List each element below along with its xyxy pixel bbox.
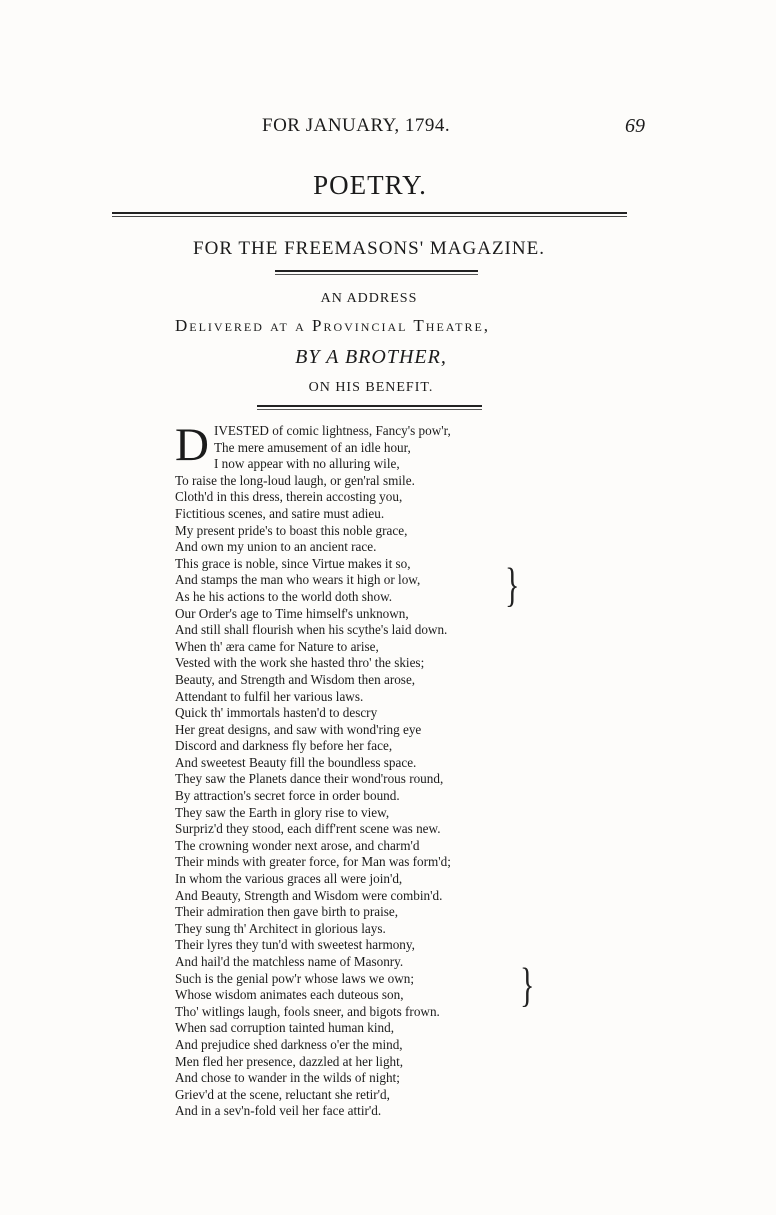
running-head: FOR JANUARY, 1794. bbox=[262, 115, 451, 136]
poem-line: They saw the Planets dance their wond'rous round, bbox=[175, 771, 444, 787]
occasion-line bbox=[0, 380, 776, 396]
page-number: 69 bbox=[625, 115, 645, 137]
poem-line: Whose wisdom animates each duteous son, bbox=[175, 987, 404, 1003]
poem-line: To raise the long-loud laugh, or gen'ral smile. bbox=[175, 472, 415, 488]
poem-line: Their admiration then gave birth to praise, bbox=[175, 904, 399, 920]
poem-line: Her great designs, and saw with wond'ring eye bbox=[175, 721, 422, 737]
poem-line: Tho' witlings laugh, fools sneer, and bigots frown. bbox=[175, 1003, 440, 1019]
poem-line: Attendant to fulfil her various laws. bbox=[175, 688, 364, 704]
poem-line: And chose to wander in the wilds of night; bbox=[175, 1070, 400, 1086]
poem-line: Griev'd at the scene, reluctant she retir'd, bbox=[175, 1086, 390, 1102]
poem-line: Men fled her presence, dazzled at her light, bbox=[175, 1053, 404, 1069]
magazine-heading-text: FOR THE FREEMASONS' MAGAZINE. bbox=[193, 238, 545, 259]
poem-line: Beauty, and Strength and Wisdom then arose, bbox=[175, 671, 416, 687]
poem-line: And prejudice shed darkness o'er the mind, bbox=[175, 1036, 403, 1052]
poem-line: Discord and darkness fly before her face, bbox=[175, 738, 393, 754]
poem-line: As he his actions to the world doth show. bbox=[175, 588, 393, 604]
poem-line: And own my union to an ancient race. bbox=[175, 539, 377, 555]
author-line bbox=[0, 346, 776, 369]
poem-line: And sweetest Beauty fill the boundless space. bbox=[175, 754, 417, 770]
poem-line: And hail'd the matchless name of Masonry. bbox=[175, 954, 404, 969]
poem-line: By attraction's secret force in order bound. bbox=[175, 788, 400, 804]
poem-body bbox=[175, 419, 535, 1120]
poem-line: Vested with the work she hasted thro' the skies; bbox=[175, 655, 425, 671]
magazine-heading bbox=[0, 238, 776, 260]
poem-lines bbox=[175, 456, 535, 1120]
poem-line: And stamps the man who wears it high or low, bbox=[175, 572, 421, 588]
poem-line: Fictitious scenes, and satire must adieu. bbox=[175, 505, 385, 521]
triplet-brace: } bbox=[505, 558, 520, 612]
triplet-brace: } bbox=[520, 958, 535, 1012]
poem-line: Cloth'd in this dress, therein accosting you, bbox=[175, 489, 403, 505]
poem-line: IVESTED of comic lightness, Fancy's pow'r, bbox=[213, 423, 451, 438]
poem-line: Their lyres they tun'd with sweetest harmony, bbox=[175, 937, 415, 953]
short-rule-divider bbox=[275, 270, 478, 275]
poem-divider bbox=[257, 405, 482, 410]
occasion-line-text: ON HIS BENEFIT. bbox=[308, 380, 434, 395]
poem-line: They saw the Earth in glory rise to view, bbox=[175, 804, 390, 820]
poem-line: Their minds with greater force, for Man was form'd; bbox=[175, 854, 451, 870]
poem-line: And in a sev'n-fold veil her face attir'd. bbox=[175, 1103, 382, 1119]
poem-line: In whom the various graces all were join'd, bbox=[175, 871, 403, 887]
poem-line: When sad corruption tainted human kind, bbox=[175, 1020, 395, 1036]
poem-line: When th' æra came for Nature to arise, bbox=[175, 638, 379, 654]
poem-line: Our Order's age to Time himself's unknown, bbox=[175, 605, 409, 621]
drop-cap: D bbox=[175, 419, 209, 471]
poem-line: This grace is noble, since Virtue makes it so, bbox=[175, 555, 411, 571]
poem-line: And still shall flourish when his scythe's laid down. bbox=[175, 622, 448, 638]
section-title-text: POETRY. bbox=[313, 170, 427, 200]
address-title-text: AN ADDRESS bbox=[320, 291, 418, 306]
double-rule-divider bbox=[112, 212, 627, 217]
poem-line: Such is the genial pow'r whose laws we own; bbox=[175, 970, 414, 986]
poem-line: I now appear with no alluring wile, bbox=[213, 456, 400, 472]
poem-line: My present pride's to boast this noble grace, bbox=[175, 522, 408, 538]
poem-line: The crowning wonder next arose, and charm'd bbox=[175, 837, 420, 853]
section-title bbox=[0, 170, 776, 201]
poem-line: Quick th' immortals hasten'd to descry bbox=[175, 705, 378, 721]
poem-line: The mere amusement of an idle hour, bbox=[213, 439, 411, 455]
address-title bbox=[0, 291, 776, 307]
poem-line: They sung th' Architect in glorious lays. bbox=[175, 920, 386, 936]
author-line-text: BY A BROTHER, bbox=[295, 346, 447, 368]
delivered-line: Delivered at a Provincial Theatre, bbox=[175, 316, 491, 335]
poem-line: And Beauty, Strength and Wisdom were combin'd. bbox=[175, 887, 443, 903]
poem-line: Surpriz'd they stood, each diff'rent scene was new. bbox=[175, 821, 441, 837]
